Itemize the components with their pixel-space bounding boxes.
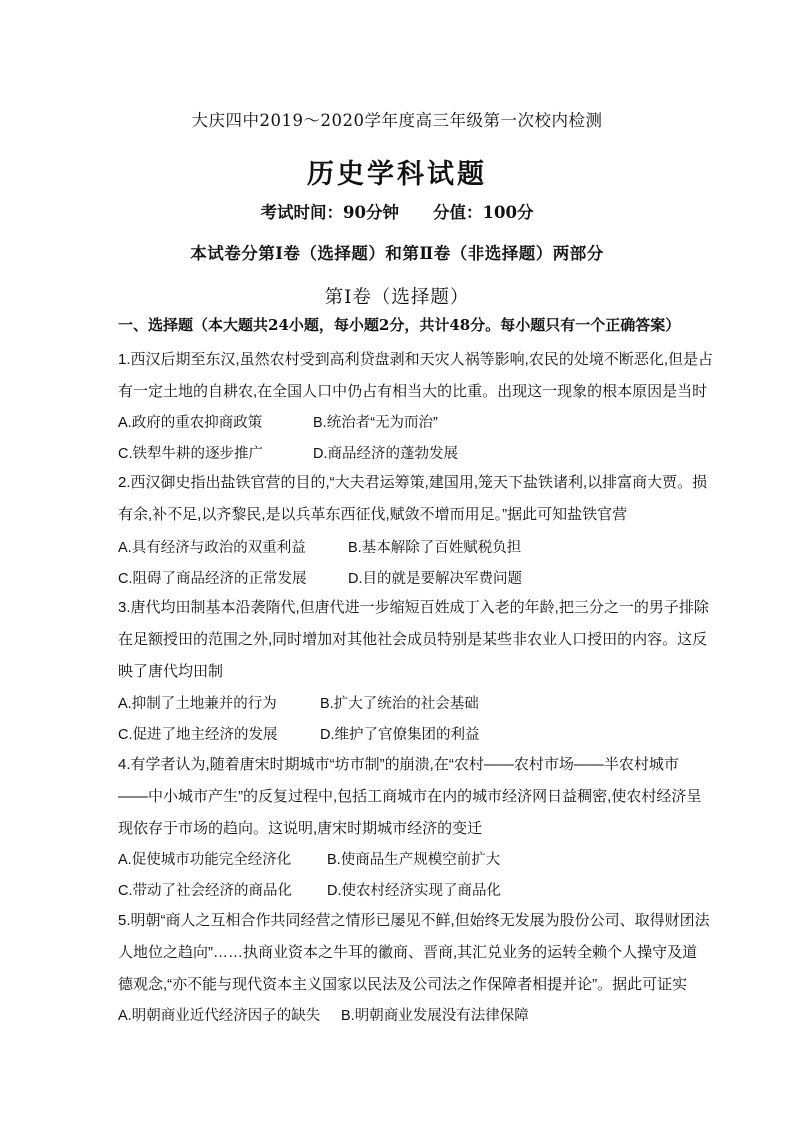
question-line: 人地位之趋向”……执商业资本之牛耳的徽商、晋商,其汇兑业务的运转全赖个人操守及道 xyxy=(118,944,698,961)
page-title: 历史学科试题 xyxy=(307,159,487,190)
question-line: 有一定土地的自耕农,在全国人口中仍占有相当大的比重。出现这一现象的根本原因是当时 xyxy=(118,383,708,400)
question-5 xyxy=(118,905,710,1001)
question-line: 1.西汉后期至东汉,虽然农村受到高利贷盘剥和天灾人祸等影响,农民的处境不断恶化,但是占 xyxy=(118,351,714,368)
question-line: 有余,补不足,以齐黎民,是以兵革东西征伐,赋敛不增而用足。”据此可知盐铁官营 xyxy=(118,506,628,523)
option-b: B.扩大了统治的社会基础 xyxy=(320,696,479,712)
question-4 xyxy=(118,749,702,845)
question-line: 映了唐代均田制 xyxy=(118,663,224,680)
question-line: 德观念,“亦不能与现代资本主义国家以民法及公司法之作保障者相提并论”。据此可证实 xyxy=(118,976,688,993)
question-line: 3.唐代均田制基本沿袭隋代,但唐代进一步缩短百姓成丁入老的年龄,把三分之一的男子排除 xyxy=(118,599,709,616)
question-line: 2.西汉御史指出盐铁官营的目的,“大夫君运筹策,建国用,笼天下盐铁诸利,以排富商大贾。损 xyxy=(118,474,708,491)
question-line: ——中小城市产生”的反复过程中,包括工商城市在内的城市经济网日益稠密,使农村经济呈 xyxy=(118,788,702,805)
option-d: D.商品经济的蓬勃发展 xyxy=(313,446,458,462)
question-line: 4.有学者认为,随着唐宋时期城市“坊市制”的崩溃,在“农村——农村市场——半农村城市 xyxy=(118,756,679,773)
option-a: A.明朝商业近代经济因子的缺失 xyxy=(118,1008,321,1024)
question-line: 5.明朝“商人之互相合作共同经营之情形已屡见不鲜,但始终无发展为股份公司、取得财团法 xyxy=(118,912,710,929)
paper-structure: 本试卷分第Ⅰ卷（选择题）和第Ⅱ卷（非选择题）两部分 xyxy=(190,244,604,263)
option-c: C.带动了社会经济的商品化 xyxy=(118,883,292,899)
option-a: A.抑制了土地兼并的行为 xyxy=(118,696,277,712)
option-c: C.促进了地主经济的发展 xyxy=(118,727,278,743)
option-b: B.明朝商业发展没有法律保障 xyxy=(341,1008,529,1024)
option-b: B.统治者“无为而治” xyxy=(313,415,438,431)
option-d: D.维护了官僚集团的利益 xyxy=(320,727,480,743)
question-line: 在足额授田的范围之外,同时增加对其他社会成员特别是某些非农业人口授田的内容。这反 xyxy=(118,631,708,648)
section-heading: 一、选择题（本大题共24小题，每小题2分，共计48分。每小题只有一个正确答案） xyxy=(118,316,681,334)
question-line: 现依存于市场的趋向。这说明,唐宋时期城市经济的变迁 xyxy=(118,820,483,837)
part-title: 第Ⅰ卷（选择题） xyxy=(324,287,470,308)
option-a: A.促使城市功能完全经济化 xyxy=(118,852,292,868)
school-exam-line: 大庆四中2019～2020学年度高三年级第一次校内检测 xyxy=(191,111,603,130)
exam-info xyxy=(0,199,794,223)
option-c: C.阻碍了商品经济的正常发展 xyxy=(118,571,307,587)
option-a: A.具有经济与政治的双重利益 xyxy=(118,540,306,556)
option-b: B.使商品生产规模空前扩大 xyxy=(327,852,501,868)
question-1 xyxy=(118,344,714,408)
question-2 xyxy=(118,467,708,531)
exam-score: 分值：100分 xyxy=(433,203,534,222)
question-3 xyxy=(118,592,709,688)
exam-time: 考试时间：90分钟 xyxy=(260,203,399,222)
option-b: B.基本解除了百姓赋税负担 xyxy=(348,540,522,556)
option-d: D.目的就是要解决军费问题 xyxy=(348,571,522,587)
option-c: C.铁犁牛耕的逐步推广 xyxy=(118,446,263,462)
option-a: A.政府的重农抑商政策 xyxy=(118,415,263,431)
option-d: D.使农村经济实现了商品化 xyxy=(327,883,501,899)
